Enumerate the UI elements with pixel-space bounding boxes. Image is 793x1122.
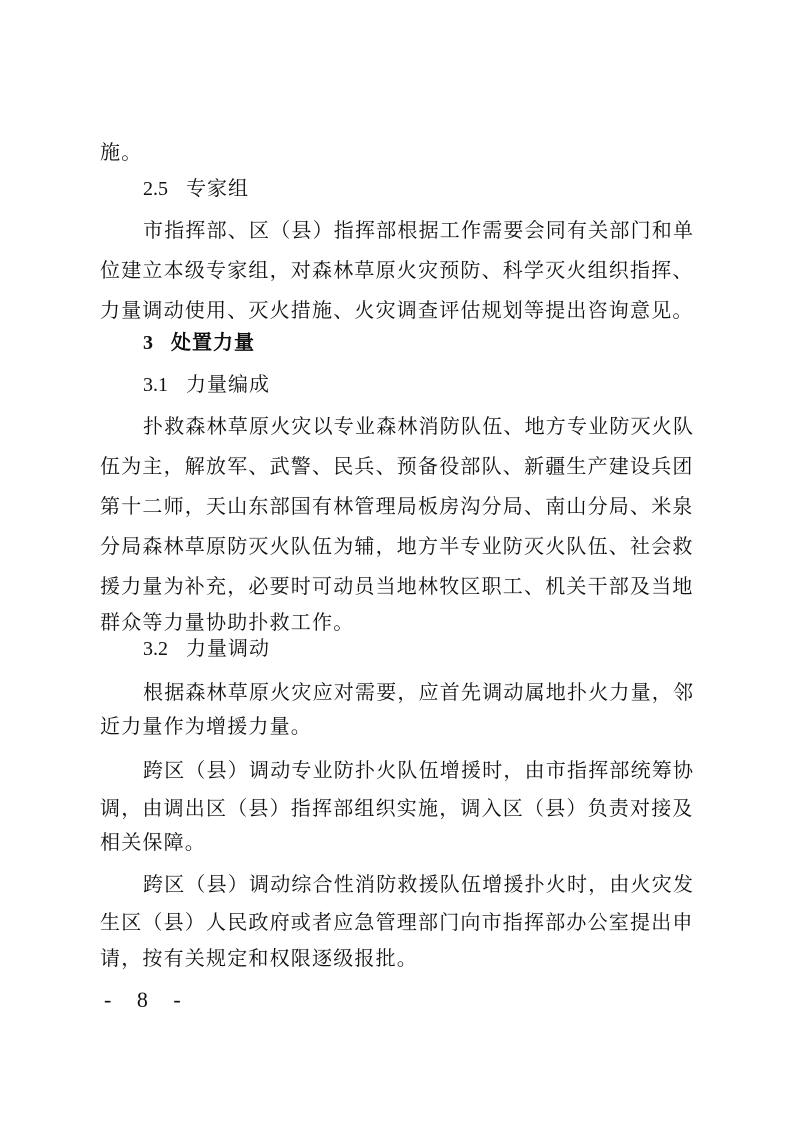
section-heading-3: [143, 326, 255, 359]
paragraph-line: 根据森林草原火灾应对需要，应首先调动属地扑火力量，邻: [143, 680, 695, 704]
section-heading-3-2: [143, 632, 270, 665]
paragraph-line: 调，由调出区（县）指挥部组织实施，调入区（县）负责对接及: [100, 796, 694, 820]
section-title: 力量编成: [186, 372, 270, 396]
section-title: 力量调动: [186, 636, 270, 660]
paragraph-line: 伍为主，解放军、武警、民兵、预备役部队、新疆生产建设兵团: [100, 454, 694, 478]
paragraph-line: 跨区（县）调动综合性消防救援队伍增援扑火时，由火灾发: [143, 872, 695, 896]
paragraph-line: 位建立本级专家组，对森林草原火灾预防、科学灭火组织指挥、: [100, 258, 694, 282]
paragraph-line: 第十二师，天山东部国有林管理局板房沟分局、南山分局、米泉: [100, 494, 694, 518]
paragraph-line: 近力量作为增援力量。: [100, 714, 312, 738]
paragraph-line: 分局森林草原防灭火队伍为辅，地方半专业防灭火队伍、社会救: [100, 534, 694, 558]
section-number: 2.5: [143, 178, 168, 200]
section-number: 3.1: [143, 374, 168, 396]
paragraph-line: 跨区（县）调动专业防扑火队伍增援时，由市指挥部统筹协: [143, 758, 695, 782]
section-heading-2-5: [143, 172, 249, 205]
paragraph-line: 扑救森林草原火灾以专业森林消防队伍、地方专业防灭火队: [143, 414, 695, 438]
section-title: 处置力量: [171, 330, 255, 354]
section-heading-3-1: [143, 368, 270, 401]
section-number: 3: [143, 332, 153, 354]
paragraph-line: 力量调动使用、灭火措施、火灾调查评估规划等提出咨询意见。: [100, 298, 694, 322]
paragraph-line: 相关保障。: [100, 830, 206, 854]
page-number: - 8 -: [104, 987, 191, 1012]
section-number: 3.2: [143, 638, 168, 660]
paragraph-line: 市指挥部、区（县）指挥部根据工作需要会同有关部门和单: [143, 218, 695, 242]
section-title: 专家组: [186, 176, 249, 200]
paragraph-line: 请，按有关规定和权限逐级报批。: [100, 946, 418, 970]
paragraph-line: 生区（县）人民政府或者应急管理部门向市指挥部办公室提出申: [100, 910, 694, 934]
paragraph-line: 群众等力量协助扑救工作。: [100, 610, 355, 634]
carryover-line: 施。: [100, 140, 143, 164]
paragraph-line: 援力量为补充，必要时可动员当地林牧区职工、机关干部及当地: [100, 574, 694, 598]
